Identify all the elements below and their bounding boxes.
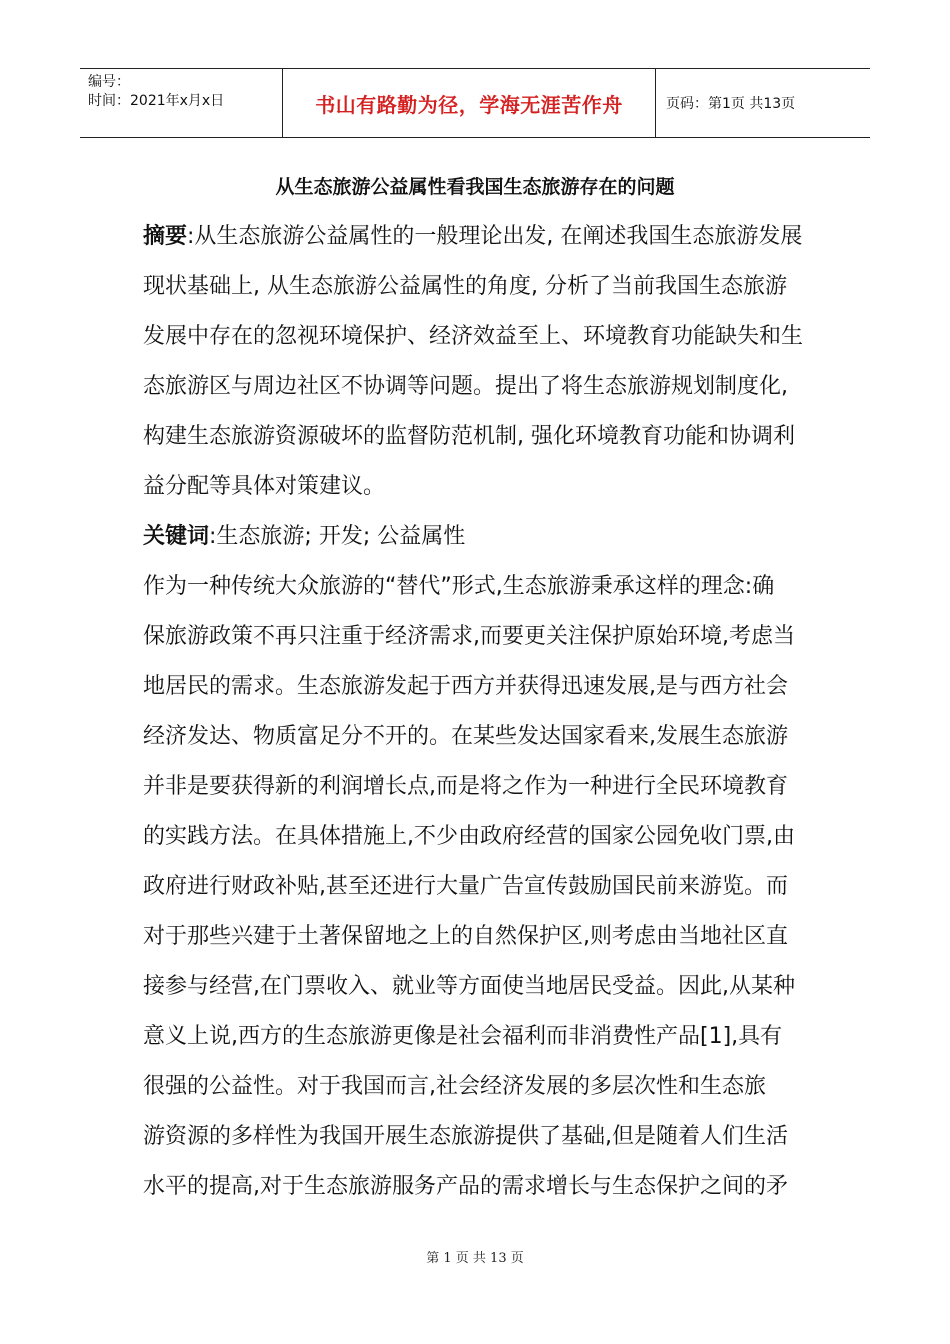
keywords-text: :生态旅游; 开发; 公益属性 [209, 524, 466, 549]
document-title: 从生态旅游公益属性看我国生态旅游存在的问题 [275, 176, 675, 198]
document-time: 时间：2021年x月x日 [88, 93, 225, 109]
abstract-paragraph [143, 212, 807, 512]
body-line: 并非是要获得新的利润增长点,而是将之作为一种进行全民环境教育 [143, 774, 788, 799]
body-line: 作为一种传统大众旅游的“替代”形式,生态旅游秉承这样的理念:确 [143, 574, 775, 599]
body-line: 经济发达、物质富足分不开的。在某些发达国家看来,发展生态旅游 [143, 724, 788, 749]
body-line: 保旅游政策不再只注重于经济需求,而要更关注保护原始环境,考虑当 [143, 624, 795, 649]
header-motto: 书山有路勤为径，学海无涯苦作舟 [282, 69, 656, 137]
keywords-paragraph [143, 512, 807, 562]
page-footer: 第 1 页 共 13 页 [426, 1251, 524, 1266]
keywords-label: 关键词 [143, 524, 210, 549]
body-line: 对于那些兴建于土著保留地之上的自然保护区,则考虑由当地社区直 [143, 924, 788, 949]
document-number: 编号： [88, 74, 130, 90]
body-line: 接参与经营,在门票收入、就业等方面使当地居民受益。因此,从某种 [143, 974, 795, 999]
header-page-info: 页码：第1页 共13页 [666, 96, 796, 112]
body-line: 政府进行财政补贴,甚至还进行大量广告宣传鼓励国民前来游览。而 [143, 874, 788, 899]
abstract-label: 摘要 [143, 224, 188, 249]
document-body [143, 212, 807, 1212]
body-text [143, 562, 807, 1212]
body-line: 的实践方法。在具体措施上,不少由政府经营的国家公园免收门票,由 [143, 824, 795, 849]
body-line: 很强的公益性。对于我国而言,社会经济发展的多层次性和生态旅 [143, 1074, 766, 1099]
abstract-text: :从生态旅游公益属性的一般理论出发, 在阐述我国生态旅游发展现状基础上, 从生态旅游公益属性的角度, 分析了当前我国生态旅游发展中存在的忽视环境保护、经济效益至上、环境教育功能缺失和生态旅游区与周边社区不协调等问题。提出了将生态旅游规划制度化, 构建生态旅游资源破坏的监督防范机制, 强化环境教育功能和协调利益分配等具体对策建议。 [143, 224, 804, 499]
body-line: 游资源的多样性为我国开展生态旅游提供了基础,但是随着人们生活 [143, 1124, 788, 1149]
header-meta [80, 69, 282, 137]
body-line: 意义上说,西方的生态旅游更像是社会福利而非消费性产品[1],具有 [143, 1024, 783, 1049]
page-header [80, 68, 870, 138]
body-line: 水平的提高,对于生态旅游服务产品的需求增长与生态保护之间的矛 [143, 1174, 788, 1199]
body-line: 地居民的需求。生态旅游发起于西方并获得迅速发展,是与西方社会 [143, 674, 788, 699]
